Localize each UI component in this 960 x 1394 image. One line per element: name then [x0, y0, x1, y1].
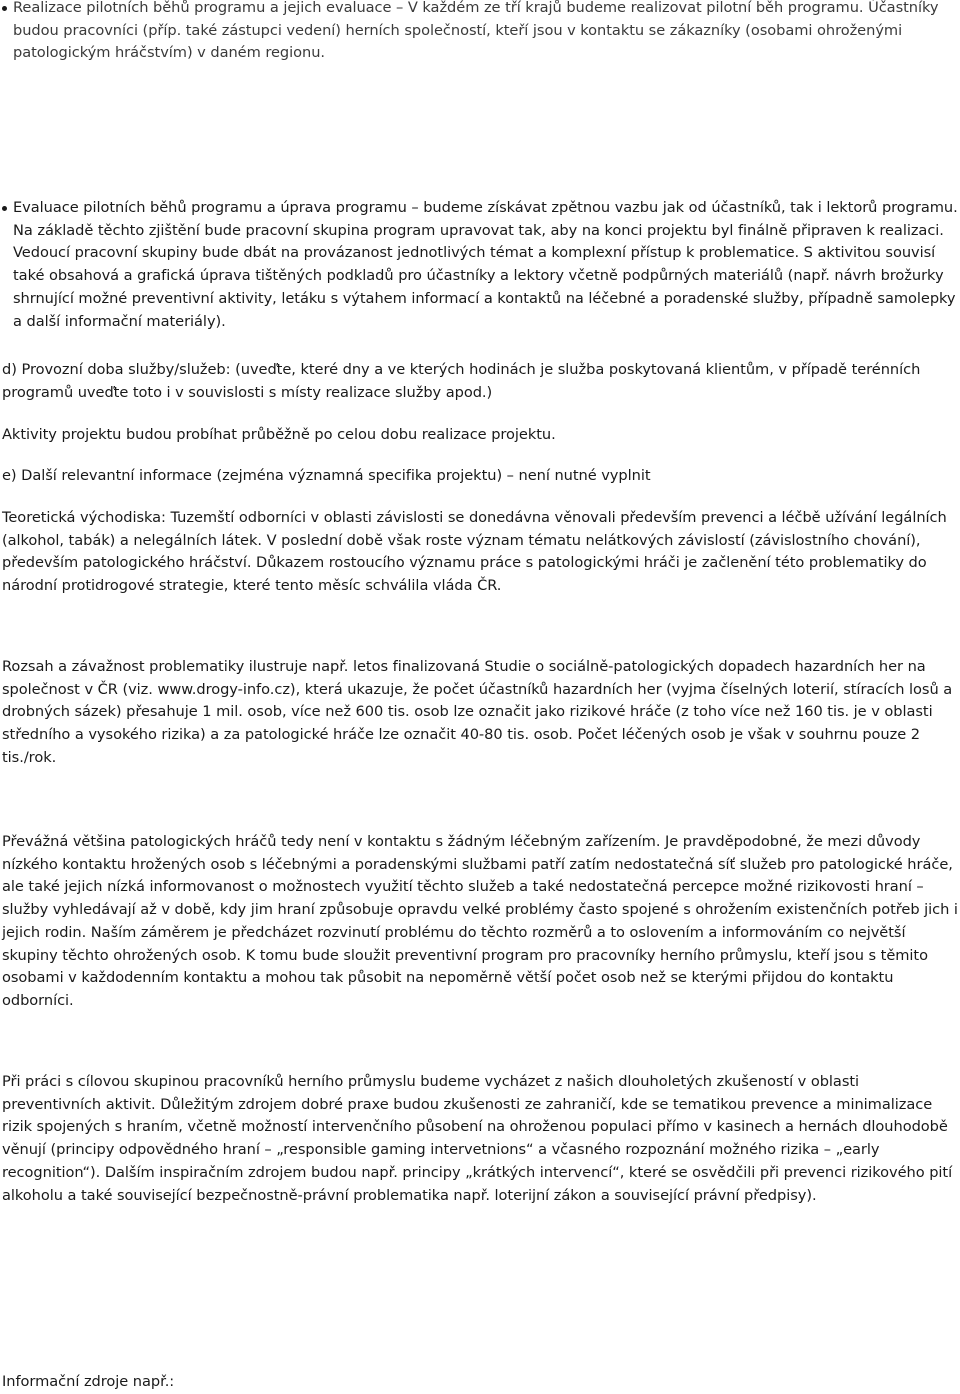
paragraph-problem-scope: Rozsah a závažnost problematiky ilustruje např. letos finalizovaná Studie o sociálně-patologických dopadech hazardních her na společnost v ČR (viz. www.drogy-info.cz), která ukazuje, že počet účastníků hazardních her (vyjma číselných loterií, stíracích losů a drobných sázek) přesahuje 1 mil. osob, více než 600 tis. osob lze označit jako rizikové hráče (z toho více než 160 tis. je v oblasti středního a vysokého rizika) a za patologické hráče lze označit 40-80 tis. osob. Počet léčených osob je však v souhrnu pouze 2 tis./rok. — [2, 658, 953, 766]
bullet-paragraph-pilot-runs: Realizace pilotních běhů programu a jejich evaluace – V každém ze tří krajů budeme realizovat pilotní běh programu. Účastníky budou pracovníci (příp. také zástupci vedení) herních společností, kteří jsou v kontaktu se zákazníky (osobami ohroženými patologickým hráčstvím) v daném regionu. — [13, 0, 958, 65]
paragraph-theoretical-basis: Teoretická východiska: Tuzemští odborníci v oblasti závislosti se donedávna věnovali především prevenci a léčbě užívání legálních (alkohol, tabák) a nelegálních látek. V poslední době však roste význam tématu nelátkových závislostí (závislostního chování), především patologického hráčství. Důkazem rostoucího významu práce s patologickými hráči je začlenění této problematiky do národní protidrogové strategie, které tento měsíc schválila vláda ČR. — [2, 509, 947, 595]
paragraph-other-info-heading: e) Další relevantní informace (zejména významná specifika projektu) – není nutné vyplnit — [2, 467, 651, 484]
paragraph-practice-sources: Při práci s cílovou skupinou pracovníků herního průmyslu budeme vycházet z našich dlouholetých zkušeností v oblasti preventivních aktivit. Důležitým zdrojem dobré praxe budou zkušenosti ze zahraničí, kde se tematikou prevence a minimalizace rizik spojených s hraním, včetně možností intervenčního působení na ohroženou populaci přímo v kasinech a hernách dlouhodobě věnují (principy odpovědného hraní – „responsible gaming intervetnions“ a včasného rozpoznání možného rizika – „early recognition“). Dalším inspiračním zdrojem budou např. principy „krátkých intervencí“, které se osvědčili při prevenci rizikového pití alkoholu a také související bezpečnostně-právní problematika např. loterijní zákon a související právní předpisy). — [2, 1073, 953, 1204]
bullet-paragraph-evaluation: Evaluace pilotních běhů programu a úprava programu – budeme získávat zpětnou vazbu jak od účastníků, tak i lektorů programu. Na základě těchto zjištění bude pracovní skupina program upravovat tak, aby na konci projektu byl finálně připraven k realizaci. Vedoucí pracovní skupiny bude dbát na provázanost jednotlivých témat a komplexní přístup k problematice. S aktivitou souvisí také obsahová a grafická úprava tištěných podkladů pro účastníky a lektory včetně podpůrných materiálů (např. návrh brožurky shrnující možné preventivní aktivity, letáku s výtahem informací a kontaktů na léčebné a poradenské služby, případně samolepky a další informační materiály). — [13, 197, 958, 333]
paragraph-information-sources: Informační zdroje např.: — [2, 1373, 175, 1390]
paragraph-operating-hours: d) Provozní doba služby/služeb: (uveďte, které dny a ve kterých hodinách je služba poskytovaná klientům, v případě terénních programů uveďte toto i v souvislosti s místy realizace služby apod.) — [2, 361, 921, 401]
paragraph-treatment-gap: Převážná většina patologických hráčů tedy není v kontaktu s žádným léčebným zařízením. Je pravděpodobné, že mezi důvody nízkého kontaktu hrožených osob s léčebnými a poradenskými službami patří zatím nedostatečná síť služeb pro patologické hráče, ale také jejich nízká informovanost o možnostech využití těchto služeb a také nedostatečná percepce možné rizikovosti hraní – služby vyhledávají až v době, kdy jim hraní způsobuje opravdu velké problémy často spojené s ohrožením existenčních potřeb jich i jejich rodin. Naším záměrem je předcházet rozvinutí problému do těchto rozměrů a to oslovením a informováním co největší skupiny těchto ohrožených osob. K tomu bude sloužit preventivní program pro pracovníky herního průmyslu, kteří jsou s těmito osobami v každodenním kontaktu a mohou tak působit na nepoměrně větší počet osob než se kterými přijdou do kontaktu odborníci. — [2, 833, 958, 1009]
paragraph-project-activities: Aktivity projektu budou probíhat průběžně po celou dobu realizace projektu. — [2, 426, 556, 443]
